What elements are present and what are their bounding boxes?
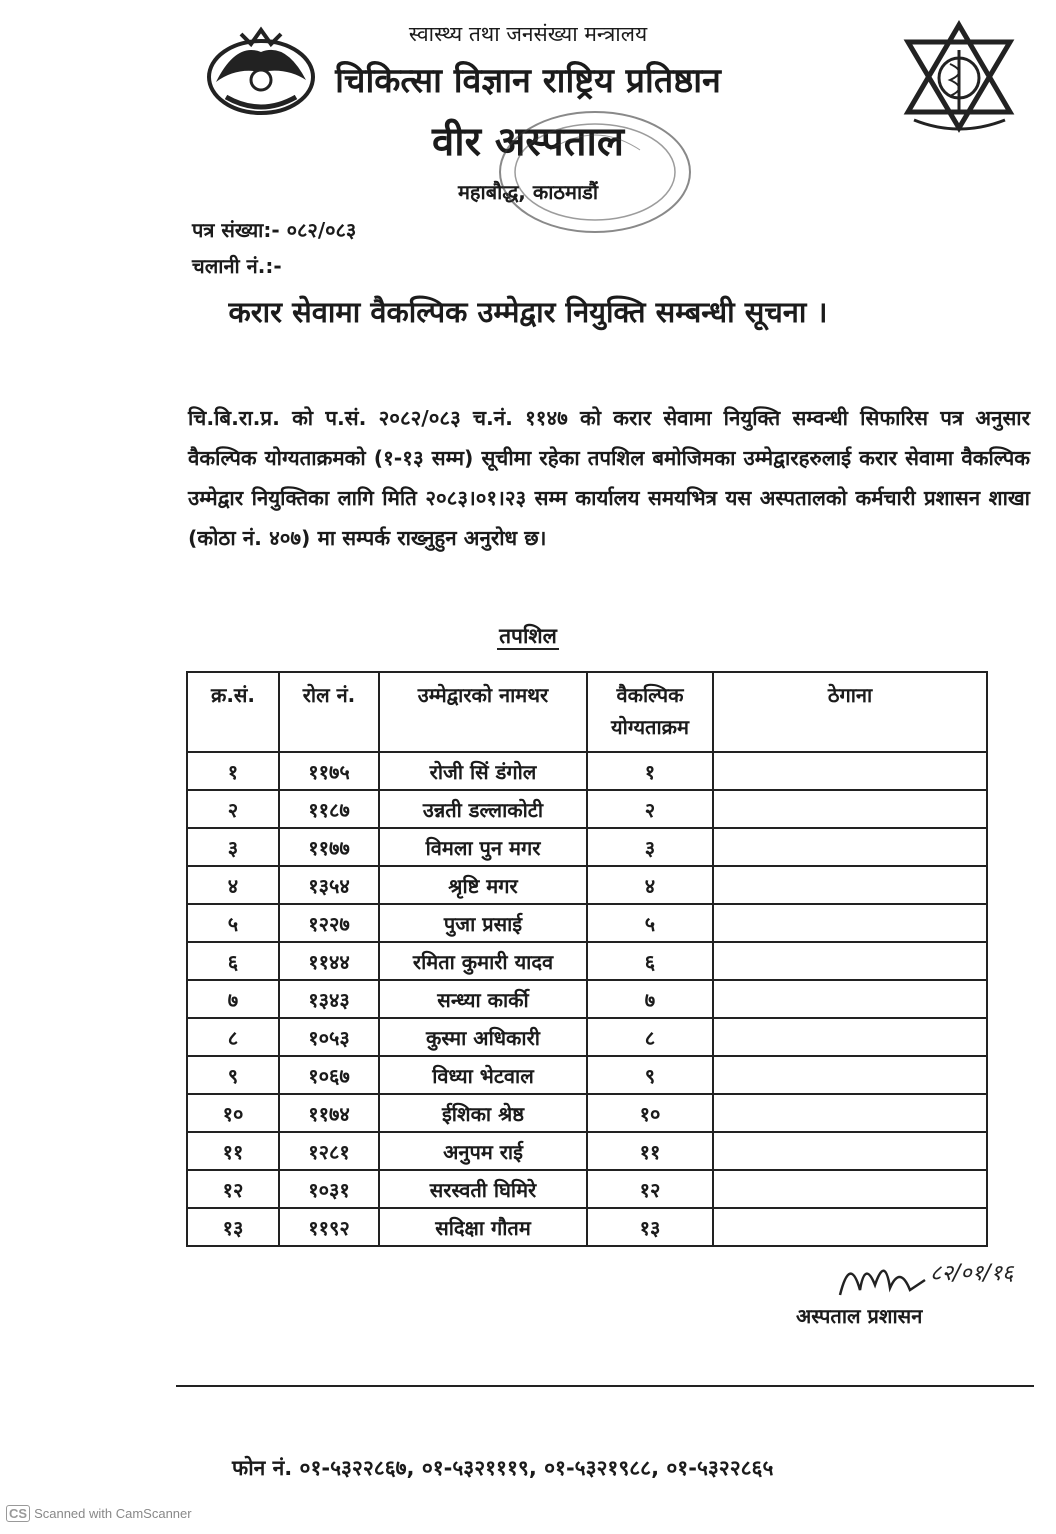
table-caption: [0, 622, 1056, 650]
cell-serial: १३: [187, 1208, 279, 1246]
table-row: [187, 1170, 987, 1208]
cell-rank: १२: [587, 1170, 713, 1208]
cell-rank: ९: [587, 1056, 713, 1094]
cell-rank: ४: [587, 866, 713, 904]
cell-address: [713, 1056, 987, 1094]
scanner-watermark: [6, 1505, 192, 1522]
cell-address: [713, 904, 987, 942]
cell-rank: ३: [587, 828, 713, 866]
cell-name: कुस्मा अधिकारी: [379, 1018, 587, 1056]
cell-address: [713, 1170, 987, 1208]
cell-serial: ११: [187, 1132, 279, 1170]
cell-roll: १०६७: [279, 1056, 379, 1094]
header-name: उम्मेद्वारको नामथर: [379, 672, 587, 752]
table-header-row: [187, 672, 987, 752]
header-roll: रोल नं.: [279, 672, 379, 752]
table-row: [187, 828, 987, 866]
table-row: [187, 866, 987, 904]
cell-roll: ११९२: [279, 1208, 379, 1246]
table-body: [187, 752, 987, 1246]
cell-address: [713, 1208, 987, 1246]
cell-serial: १: [187, 752, 279, 790]
cell-roll: ११७७: [279, 828, 379, 866]
footer-phone: फोन नं. ०१-५३२२८६७, ०१-५३२१११९, ०१-५३२१९८८, ०१-५३२२८६५: [232, 1456, 774, 1480]
cell-rank: १३: [587, 1208, 713, 1246]
cell-roll: ११७४: [279, 1094, 379, 1132]
cell-address: [713, 942, 987, 980]
cell-roll: ११८७: [279, 790, 379, 828]
header-rank: [587, 672, 713, 752]
cell-roll: १०३१: [279, 1170, 379, 1208]
table-row: [187, 980, 987, 1018]
cell-name: रोजी सिं डंगोल: [379, 752, 587, 790]
table-row: [187, 1056, 987, 1094]
cell-roll: ११४४: [279, 942, 379, 980]
cell-name: सदिक्षा गौतम: [379, 1208, 587, 1246]
table-row: [187, 1018, 987, 1056]
table-row: [187, 790, 987, 828]
cell-address: [713, 980, 987, 1018]
cell-address: [713, 1018, 987, 1056]
official-stamp: [490, 110, 700, 250]
cell-name: ईशिका श्रेष्ठ: [379, 1094, 587, 1132]
table-row: [187, 1132, 987, 1170]
cell-serial: ८: [187, 1018, 279, 1056]
signatory-label: अस्पताल प्रशासन: [796, 1304, 923, 1328]
header-rank-line2: योग्यताक्रम: [611, 715, 689, 739]
hospital-location: महाबौद्ध, काठमाडौं: [457, 180, 599, 204]
table-row: [187, 1208, 987, 1246]
cell-rank: ६: [587, 942, 713, 980]
cell-name: श्रृष्टि मगर: [379, 866, 587, 904]
cell-address: [713, 752, 987, 790]
cell-serial: ६: [187, 942, 279, 980]
cell-roll: १२८१: [279, 1132, 379, 1170]
cell-serial: ७: [187, 980, 279, 1018]
cell-roll: १३५४: [279, 866, 379, 904]
cell-roll: ११७५: [279, 752, 379, 790]
cell-rank: २: [587, 790, 713, 828]
ministry-name: स्वास्थ्य तथा जनसंख्या मन्त्रालय: [408, 22, 648, 46]
header-serial: क्र.सं.: [187, 672, 279, 752]
table-row: [187, 1094, 987, 1132]
academy-name: चिकित्सा विज्ञान राष्ट्रिय प्रतिष्ठान: [335, 61, 721, 101]
footer-divider: [176, 1385, 1034, 1387]
dispatch-number: चलानी नं.:-: [192, 254, 282, 278]
camscanner-text: Scanned with CamScanner: [34, 1506, 192, 1521]
table-row: [187, 942, 987, 980]
cell-address: [713, 790, 987, 828]
cell-rank: ८: [587, 1018, 713, 1056]
letter-number: पत्र संख्या:- ०८२/०८३: [192, 218, 357, 242]
cell-name: सन्ध्या कार्की: [379, 980, 587, 1018]
cell-serial: ९: [187, 1056, 279, 1094]
cell-serial: ३: [187, 828, 279, 866]
cell-serial: ५: [187, 904, 279, 942]
cell-name: अनुपम राई: [379, 1132, 587, 1170]
cell-name: विमला पुन मगर: [379, 828, 587, 866]
notice-body: चि.बि.रा.प्र. को प.सं. २०८२/०८३ च.नं. ११४७ को करार सेवामा नियुक्ति सम्वन्धी सिफारिस पत्र अनुसार वैकल्पिक योग्यताक्रमको (१-१३ सम्म) सूचीमा रहेका तपशिल बमोजिमका उम्मेद्वारहरुलाई करार सेवामा वैकल्पिक उम्मेद्वार नियुक्तिका लागि मिति २०८३।०१।२३ सम्म कार्यालय समयभित्र यस अस्पतालको कर्मचारी प्रशासन शाखा (कोठा नं. ४०७) मा सम्पर्क राख्नुहुन अनुरोध छ।: [188, 406, 1030, 550]
camscanner-badge: CS: [6, 1505, 30, 1522]
cell-address: [713, 1132, 987, 1170]
cell-serial: २: [187, 790, 279, 828]
cell-name: रमिता कुमारी यादव: [379, 942, 587, 980]
cell-serial: १०: [187, 1094, 279, 1132]
cell-serial: ४: [187, 866, 279, 904]
table-caption-text: तपशिल: [499, 624, 557, 648]
cell-name: सरस्वती घिमिरे: [379, 1170, 587, 1208]
cell-serial: १२: [187, 1170, 279, 1208]
table-row: [187, 752, 987, 790]
handwritten-signature: [830, 1250, 1030, 1310]
cell-rank: ११: [587, 1132, 713, 1170]
cell-roll: १३४३: [279, 980, 379, 1018]
cell-roll: १२२७: [279, 904, 379, 942]
cell-rank: १०: [587, 1094, 713, 1132]
candidate-table: [186, 671, 988, 1247]
cell-address: [713, 828, 987, 866]
hospital-name: वीर अस्पताल: [431, 119, 624, 165]
cell-address: [713, 866, 987, 904]
cell-rank: ७: [587, 980, 713, 1018]
header-rank-line1: वैकल्पिक: [616, 683, 684, 707]
cell-rank: ५: [587, 904, 713, 942]
cell-name: पुजा प्रसाई: [379, 904, 587, 942]
signature-date: ८२/०१/१६: [930, 1261, 1014, 1286]
table-row: [187, 904, 987, 942]
cell-roll: १०५३: [279, 1018, 379, 1056]
cell-rank: १: [587, 752, 713, 790]
cell-address: [713, 1094, 987, 1132]
cell-name: विध्या भेटवाल: [379, 1056, 587, 1094]
cell-name: उन्नती डल्लाकोटी: [379, 790, 587, 828]
header-address: ठेगाना: [713, 672, 987, 752]
notice-title: करार सेवामा वैकल्पिक उम्मेद्वार नियुक्ति सम्बन्धी सूचना ।: [228, 295, 828, 329]
